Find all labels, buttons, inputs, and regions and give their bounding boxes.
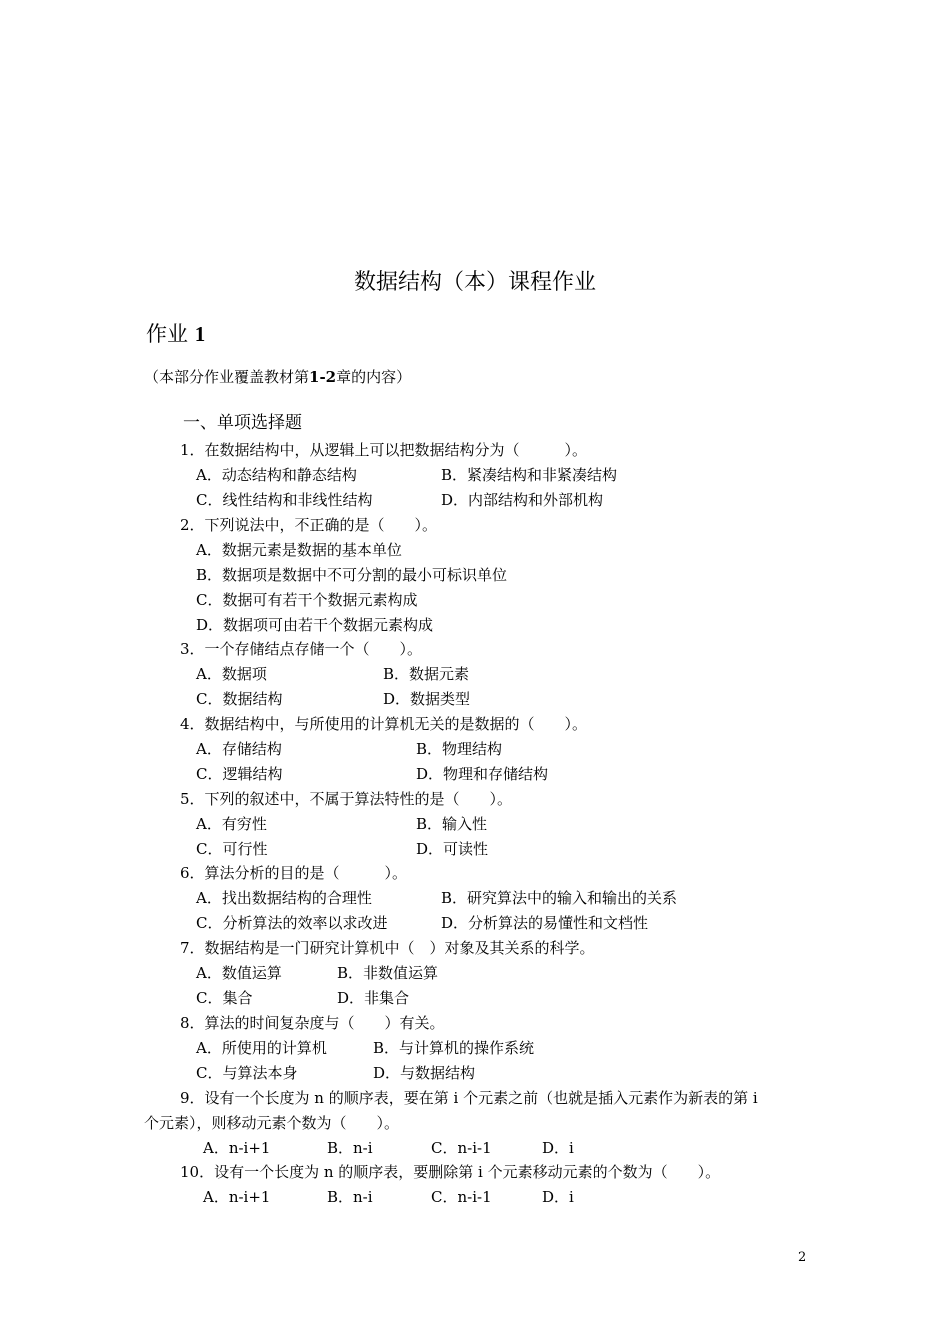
option-c: C．集合: [196, 989, 253, 1007]
option-c: C．数据结构: [196, 690, 283, 708]
question-stem: 2．下列说法中，不正确的是（ ）。: [180, 516, 438, 534]
option-a: A．数据元素是数据的基本单位: [196, 541, 402, 559]
option-a: A．存储结构: [196, 740, 282, 758]
option-a: A．数据项: [196, 665, 267, 683]
option-c: C．与算法本身: [196, 1064, 298, 1082]
option-c: C．n-i-1: [431, 1188, 492, 1206]
option-a: A．找出数据结构的合理性: [196, 889, 372, 907]
option-c: C．逻辑结构: [196, 765, 283, 783]
option-b: B．研究算法中的输入和输出的关系: [441, 889, 678, 907]
option-d: D．可读性: [416, 840, 489, 858]
option-a: A．n-i+1: [203, 1188, 271, 1206]
option-a: A．数值运算: [196, 964, 282, 982]
part-title: 一、单项选择题: [183, 413, 302, 433]
option-c: C．数据可有若干个数据元素构成: [196, 591, 418, 609]
section-number: 1: [194, 322, 206, 346]
page-number: 2: [798, 1250, 807, 1265]
note-chapters: 1-2: [309, 368, 337, 386]
option-d: D．内部结构和外部机构: [441, 491, 604, 509]
question-stem: 10．设有一个长度为 n 的顺序表，要删除第 i 个元素移动元素的个数为（ ）。: [180, 1163, 721, 1181]
document-title: 数据结构（本）课程作业: [353, 270, 596, 295]
option-d: D．i: [542, 1188, 574, 1206]
option-d: D．数据项可由若干个数据元素构成: [196, 616, 434, 634]
option-a: A．n-i+1: [203, 1139, 271, 1157]
question-stem: 8．算法的时间复杂度与（ ）有关。: [180, 1014, 445, 1032]
option-b: B．n-i: [327, 1139, 373, 1157]
option-b: B．与计算机的操作系统: [373, 1039, 535, 1057]
option-a: A．所使用的计算机: [196, 1039, 327, 1057]
option-d: D．i: [542, 1139, 574, 1157]
option-d: D．非集合: [337, 989, 410, 1007]
option-a: A．有穷性: [196, 815, 267, 833]
question-stem: 7．数据结构是一门研究计算机中（ ）对象及其关系的科学。: [180, 939, 595, 957]
question-stem: 1．在数据结构中，从逻辑上可以把数据结构分为（ ）。: [180, 441, 588, 459]
option-a: A．动态结构和静态结构: [196, 466, 357, 484]
question-stem: 3．一个存储结点存储一个（ ）。: [180, 640, 423, 658]
note-suffix: 章的内容）: [336, 368, 412, 386]
option-c: C．分析算法的效率以求改进: [196, 914, 388, 932]
question-stem: 5．下列的叙述中，不属于算法特性的是（ ）。: [180, 790, 513, 808]
option-b: B．n-i: [327, 1188, 373, 1206]
option-b: B．非数值运算: [337, 964, 439, 982]
question-stem: 6．算法分析的目的是（ ）。: [180, 864, 408, 882]
option-b: B．物理结构: [416, 740, 503, 758]
option-d: D．分析算法的易懂性和文档性: [441, 914, 649, 932]
option-b: B．输入性: [416, 815, 488, 833]
question-stem-line2: 个元素），则移动元素个数为（ ）。: [144, 1114, 400, 1132]
option-b: B．数据项是数据中不可分割的最小可标识单位: [196, 566, 508, 584]
option-b: B．紧凑结构和非紧凑结构: [441, 466, 618, 484]
question-stem: 4．数据结构中，与所使用的计算机无关的是数据的（ ）。: [180, 715, 588, 733]
option-b: B．数据元素: [383, 665, 470, 683]
question-stem-line1: 9．设有一个长度为 n 的顺序表，要在第 i 个元素之前（也就是插入元素作为新表的第 i: [180, 1089, 758, 1107]
option-d: D．物理和存储结构: [416, 765, 549, 783]
option-c: C．n-i-1: [431, 1139, 492, 1157]
section-title: [146, 324, 205, 345]
section-prefix: 作业: [146, 322, 188, 346]
option-c: C．可行性: [196, 840, 268, 858]
note-prefix: （本部分作业覆盖教材第: [144, 368, 310, 386]
option-d: D．数据类型: [383, 690, 471, 708]
option-d: D．与数据结构: [373, 1064, 476, 1082]
option-c: C．线性结构和非线性结构: [196, 491, 373, 509]
coverage-note: [144, 370, 411, 385]
